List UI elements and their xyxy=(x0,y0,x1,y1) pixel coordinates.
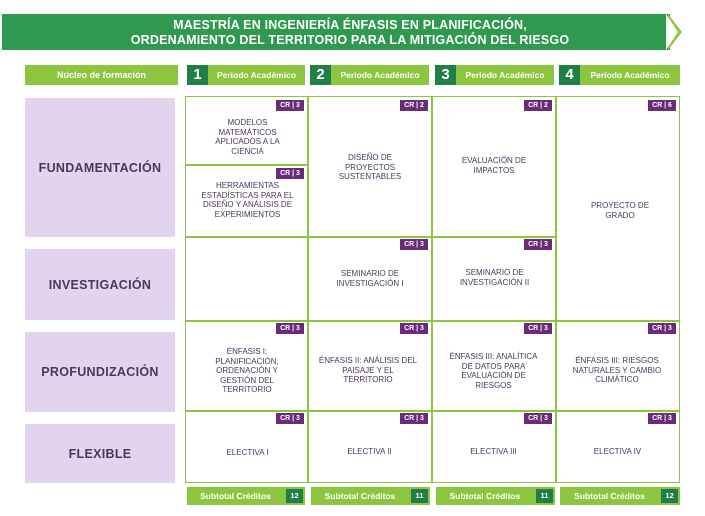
period-header-2 xyxy=(310,65,429,85)
credits-badge: CR | 3 xyxy=(400,323,428,334)
grid-divider xyxy=(185,164,308,166)
course-electiva-2: ELECTIVA II xyxy=(347,447,392,456)
subtotal-label: Subtotal Créditos xyxy=(574,491,645,501)
subtotal-3 xyxy=(436,487,555,505)
period-label: Periodo Académico xyxy=(340,70,420,80)
period-header-4 xyxy=(559,65,680,85)
course-enfasis-2: ÉNFASIS II: ANÁLISIS DEL PAISAJE Y EL TERRITORIO xyxy=(318,356,418,384)
subtotal-label: Subtotal Créditos xyxy=(324,491,396,501)
credits-badge: CR | 3 xyxy=(276,323,304,334)
subtotal-value: 11 xyxy=(411,489,428,503)
grid-divider xyxy=(185,410,680,412)
course-diseno-proyectos: DISEÑO DE PROYECTOS SUSTENTABLES xyxy=(338,153,402,181)
course-seminario-2: SEMINARIO DE INVESTIGACIÓN II xyxy=(459,268,530,287)
credits-badge: CR | 6 xyxy=(648,100,676,111)
credits-badge: CR | 3 xyxy=(276,100,304,111)
course-electiva-1: ELECTIVA I xyxy=(226,448,269,457)
period-number: 2 xyxy=(310,65,331,85)
course-evaluacion-impactos: EVALUACIÓN DE IMPACTOS xyxy=(461,156,527,175)
credits-badge: CR | 3 xyxy=(524,323,552,334)
subtotal-label: Subtotal Créditos xyxy=(449,491,521,501)
subtotal-label: Subtotal Créditos xyxy=(200,491,271,501)
grid-divider xyxy=(431,96,433,483)
nucleo-header: Núcleo de formación xyxy=(25,65,178,85)
course-electiva-3: ELECTIVA III xyxy=(470,447,517,456)
credits-badge: CR | 3 xyxy=(524,239,552,250)
period-header-1 xyxy=(187,65,305,85)
period-label: Periodo Académico xyxy=(590,70,670,80)
banner-arrow-gap xyxy=(666,14,678,50)
period-number: 1 xyxy=(187,65,208,85)
credits-badge: CR | 3 xyxy=(276,168,304,179)
grid-divider xyxy=(307,96,309,483)
credits-badge: CR | 3 xyxy=(524,413,552,424)
subtotal-1 xyxy=(187,487,305,505)
period-number: 3 xyxy=(435,65,456,85)
period-label: Periodo Académico xyxy=(465,70,545,80)
grid-divider xyxy=(555,96,557,483)
period-header-3 xyxy=(435,65,554,85)
grid-divider xyxy=(185,320,680,322)
nucleo-investigacion: INVESTIGACIÓN xyxy=(25,249,175,320)
period-label: Periodo Académico xyxy=(216,70,297,80)
course-proyecto-grado: PROYECTO DE GRADO xyxy=(590,201,650,220)
subtotal-value: 12 xyxy=(661,489,678,503)
subtotal-4 xyxy=(560,487,680,505)
credits-badge: CR | 2 xyxy=(400,100,428,111)
course-enfasis-3-riesgos: ÉNFASIS III: RIESGOS NATURALES Y CAMBIO CLIMÁTICO xyxy=(572,356,662,384)
nucleo-fundamentacion: FUNDAMENTACIÓN xyxy=(25,98,175,237)
course-enfasis-3-analitica: ÉNFASIS III: ANALÍTICA DE DATOS PARA EVALUACIÓN DE RIESGOS xyxy=(449,352,538,390)
course-enfasis-1: ÉNFASIS I: PLANIFICACIÓN, ORDENACIÓN Y GESTIÓN DEL TERRITORIO xyxy=(215,347,279,394)
credits-badge: CR | 3 xyxy=(400,239,428,250)
course-modelos-matematicos: MODELOS MATEMÁTICOS APLICADOS A LA CIENCIA xyxy=(215,118,280,156)
nucleo-flexible: FLEXIBLE xyxy=(25,424,175,483)
period-number: 4 xyxy=(559,65,580,85)
credits-badge: CR | 3 xyxy=(648,413,676,424)
nucleo-profundizacion: PROFUNDIZACIÓN xyxy=(25,332,175,412)
grid-divider xyxy=(185,236,556,238)
subtotal-2 xyxy=(311,487,430,505)
course-seminario-1: SEMINARIO DE INVESTIGACIÓN I xyxy=(336,269,404,288)
course-electiva-4: ELECTIVA IV xyxy=(593,447,642,456)
page-title-line-1: MAESTRÍA EN INGENIERÍA ÉNFASIS EN PLANIFICACIÓN, xyxy=(173,18,527,32)
credits-badge: CR | 3 xyxy=(400,413,428,424)
credits-badge: CR | 2 xyxy=(524,100,552,111)
subtotal-value: 11 xyxy=(536,489,553,503)
credits-badge: CR | 3 xyxy=(276,413,304,424)
subtotal-value: 12 xyxy=(286,489,303,503)
course-herramientas-estadisticas: HERRAMIENTAS ESTADÍSTICAS PARA EL DISEÑO Y ANÁLISIS DE EXPERIMIENTOS xyxy=(201,181,294,219)
credits-badge: CR | 3 xyxy=(648,323,676,334)
page-title-line-2: ORDENAMIENTO DEL TERRITORIO PARA LA MITIGACIÓN DEL RIESGO xyxy=(130,33,570,47)
